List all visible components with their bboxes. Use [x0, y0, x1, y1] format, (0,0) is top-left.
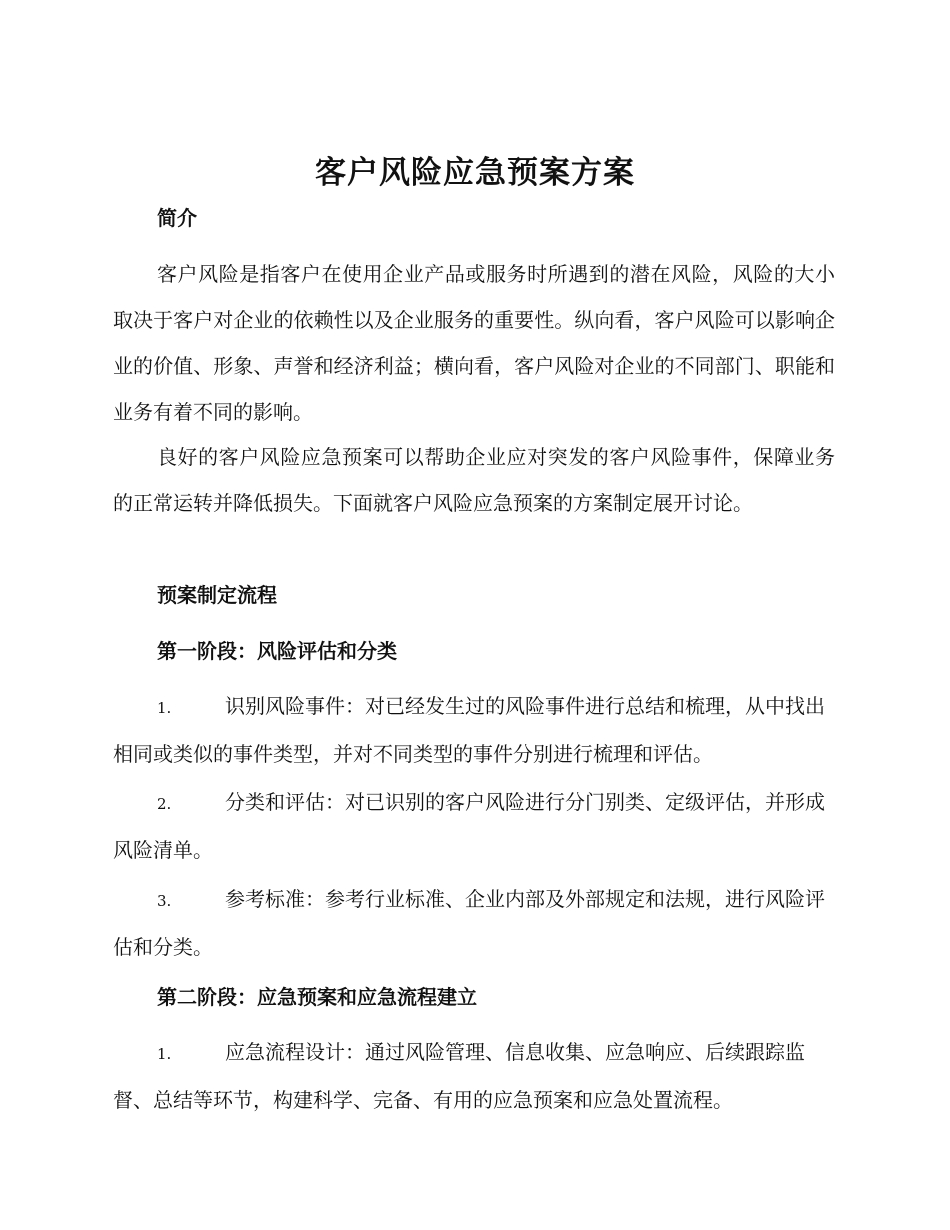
stage-1-item-2 [113, 779, 835, 873]
list-item-text: 识别风险事件：对已经发生过的风险事件进行总结和梳理，从中找出相同或类似的事件类型，并对不同类型的事件分别进行梳理和评估。 [113, 694, 825, 766]
list-item-text: 参考标准：参考行业标准、企业内部及外部规定和法规，进行风险评估和分类。 [113, 887, 825, 959]
list-item-text: 应急流程设计：通过风险管理、信息收集、应急响应、后续跟踪监督、总结等环节，构建科学、完备、有用的应急预案和应急处置流程。 [113, 1040, 805, 1112]
stage-1-item-3 [113, 876, 835, 970]
list-number: 3. [157, 892, 172, 910]
stage-2-heading: 第二阶段：应急预案和应急流程建立 [157, 985, 477, 1009]
list-number: 1. [157, 699, 172, 717]
list-number: 2. [157, 795, 172, 813]
intro-paragraph-1: 客户风险是指客户在使用企业产品或服务时所遇到的潜在风险，风险的大小取决于客户对企业的依赖性以及企业服务的重要性。纵向看，客户风险可以影响企业的价值、形象、声誉和经济利益；横向看，客户风险对企业的不同部门、职能和业务有着不同的影响。 [113, 262, 835, 424]
stage-2-item-1 [113, 1029, 835, 1123]
list-item-text: 分类和评估：对已识别的客户风险进行分门别类、定级评估，并形成风险清单。 [113, 790, 825, 862]
intro-heading: 简介 [157, 206, 197, 230]
process-heading: 预案制定流程 [157, 583, 277, 607]
stage-1-item-1 [113, 683, 835, 777]
list-number: 1. [157, 1045, 172, 1063]
intro-paragraph-2: 良好的客户风险应急预案可以帮助企业应对突发的客户风险事件，保障业务的正常运转并降低损失。下面就客户风险应急预案的方案制定展开讨论。 [113, 445, 835, 515]
document-title: 客户风险应急预案方案 [315, 155, 635, 191]
stage-1-heading: 第一阶段：风险评估和分类 [157, 639, 397, 663]
